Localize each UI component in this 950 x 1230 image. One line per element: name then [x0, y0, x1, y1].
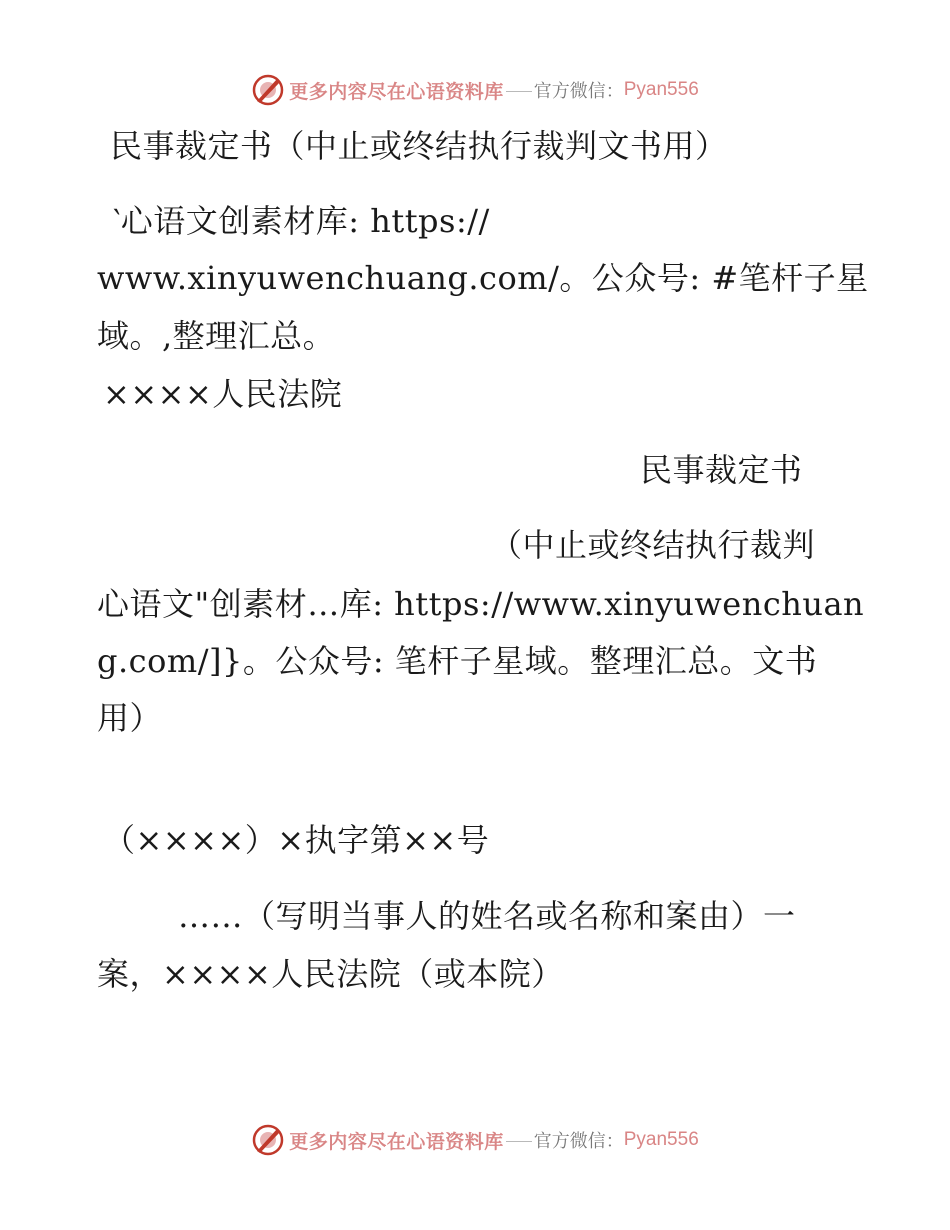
body-line-2: 案，××××人民法院（或本院）	[97, 955, 564, 993]
watermark-site: 更多内容尽在心语资料库	[289, 80, 504, 103]
quill-seal-icon	[251, 73, 285, 107]
watermark-dash	[506, 1141, 532, 1142]
notice-line-1: ‵心语文创素材库: https://	[113, 202, 490, 240]
quill-seal-icon	[251, 1123, 285, 1157]
watermark-wechat-label: 官方微信：	[533, 1131, 624, 1152]
watermark-site: 更多内容尽在心语资料库	[289, 1130, 504, 1153]
body-line-1: ……（写明当事人的姓名或名称和案由）一	[178, 897, 796, 935]
subtitle-line-2: 心语文"创素材…库: https://www.xinyuwenchuan	[97, 585, 865, 623]
watermark-dash	[506, 91, 532, 92]
document-title: 民事裁定书	[640, 451, 803, 489]
document-heading: 民事裁定书（中止或终结执行裁判文书用）	[110, 127, 728, 165]
watermark-wechat-label: 官方微信：	[533, 81, 624, 102]
subtitle-line-4: 用）	[97, 699, 163, 737]
watermark-wechat-id: Pyan556	[623, 1129, 699, 1150]
watermark-banner-bottom	[0, 1120, 950, 1160]
subtitle-line-1: （中止或终结执行裁判	[490, 526, 816, 564]
notice-line-2: www.xinyuwenchuang.com/。公众号: #笔杆子星	[97, 259, 869, 297]
court-name: ××××人民法院	[103, 375, 343, 413]
watermark-banner-top	[0, 70, 950, 110]
notice-line-3: 域。,整理汇总。	[97, 317, 336, 355]
subtitle-line-3: g.com/]}。公众号: 笔杆子星域。整理汇总。文书	[97, 642, 818, 680]
case-number: （××××）×执字第××号	[103, 821, 490, 859]
watermark-wechat-id: Pyan556	[623, 79, 699, 100]
